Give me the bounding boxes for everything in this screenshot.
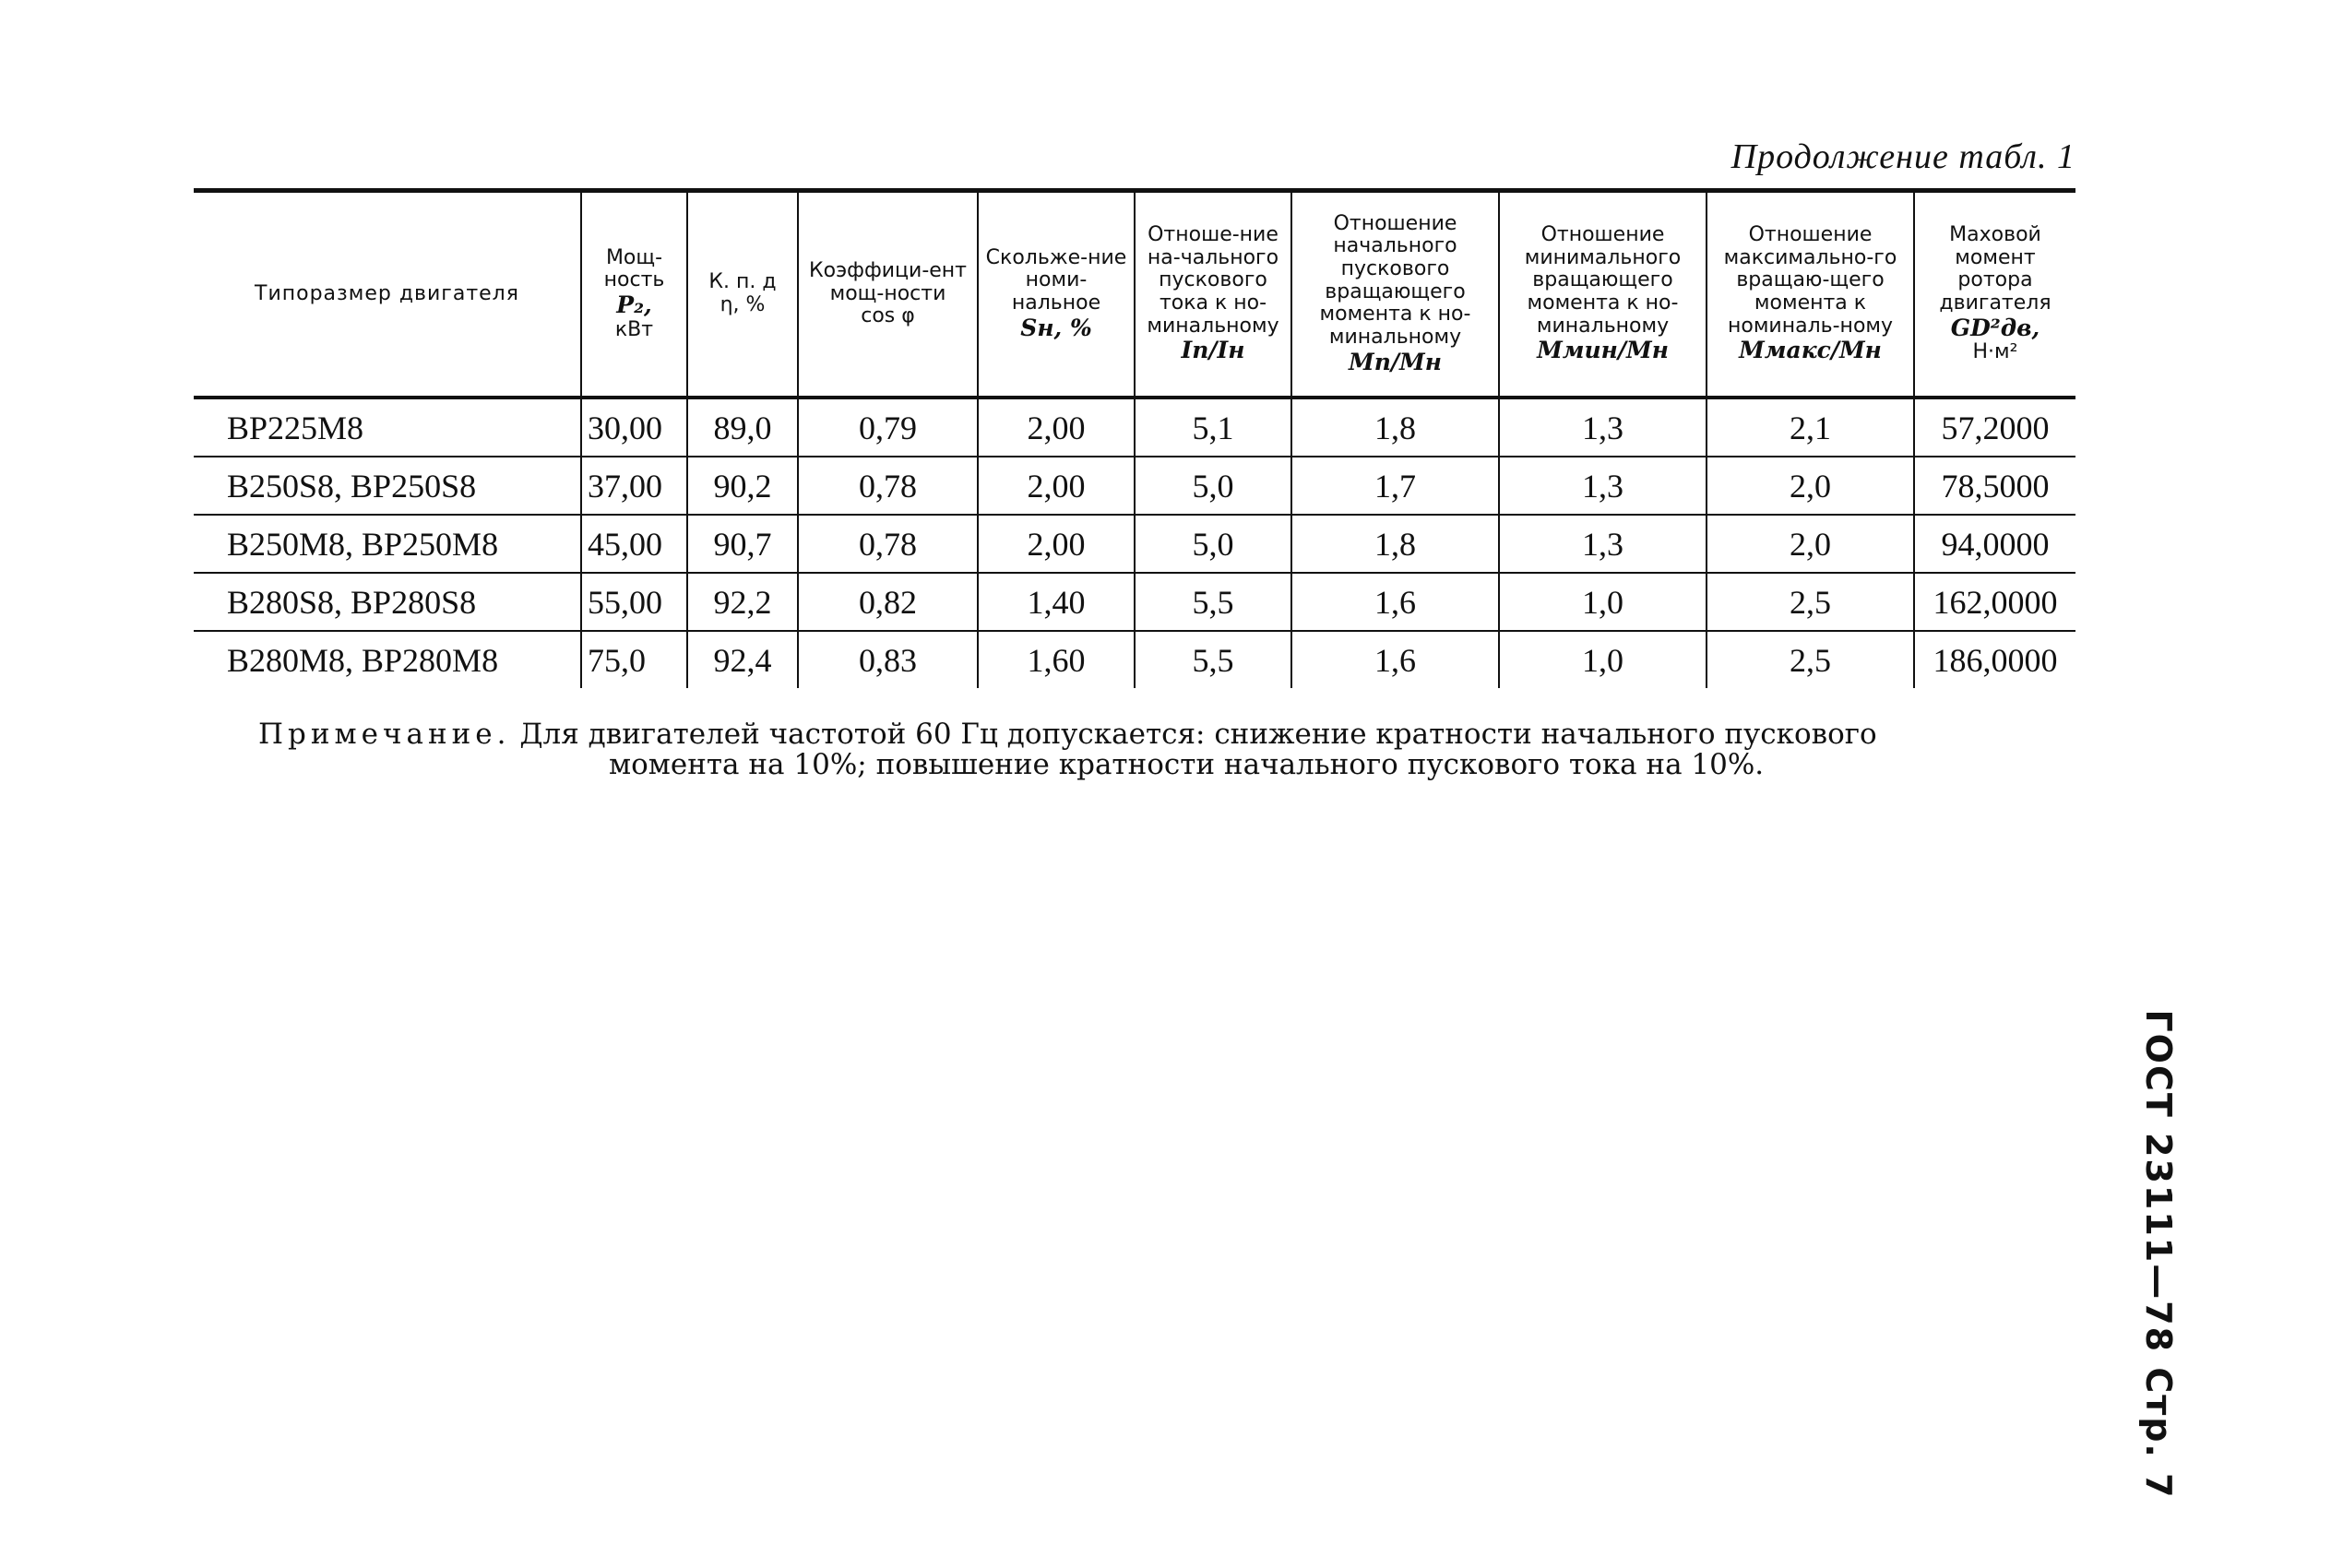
cell-slip: 2,00 [978,515,1135,573]
standard-page-marker [2103,1009,2214,1500]
cell-minimum-torque-ratio: 1,0 [1499,573,1707,631]
table-row [194,457,2075,515]
cell-slip: 2,00 [978,457,1135,515]
cell-starting-torque-ratio: 1,8 [1291,515,1499,573]
table-note [258,719,2039,781]
cell-power: 30,00 [581,398,687,457]
header-motor-size: Типоразмер двигателя [255,281,519,305]
cell-maximum-torque-ratio: 2,1 [1707,398,1914,457]
cell-slip: 1,40 [978,573,1135,631]
cell-power: 55,00 [581,573,687,631]
cell-starting-current-ratio: 5,5 [1135,631,1291,688]
cell-power-factor: 0,78 [798,515,978,573]
cell-starting-torque-ratio: 1,6 [1291,573,1499,631]
note-line-1: Для двигателей частотой 60 Гц допускается: снижение кратности начального пускового [519,718,1877,751]
cell-motor-size: B280S8, BP280S8 [194,573,581,631]
cell-power-factor: 0,82 [798,573,978,631]
cell-minimum-torque-ratio: 1,3 [1499,515,1707,573]
table-row [194,515,2075,573]
cell-motor-size: BP225M8 [194,398,581,457]
cell-power-factor: 0,79 [798,398,978,457]
cell-flywheel-moment: 162,0000 [1914,573,2075,631]
header-minimum-torque-ratio: Отношение минимального вращающего момента к но-минальному Mмин/Mн [1499,191,1707,398]
cell-minimum-torque-ratio: 1,0 [1499,631,1707,688]
cell-flywheel-moment: 94,0000 [1914,515,2075,573]
motor-spec-table [194,188,2075,688]
cell-motor-size: B250S8, BP250S8 [194,457,581,515]
cell-starting-current-ratio: 5,1 [1135,398,1291,457]
header-maximum-torque-ratio: Отношение максимально-го вращаю-щего момента к номиналь-ному Mмакс/Mн [1707,191,1914,398]
header-starting-torque-ratio: Отношение начального пускового вращающего момента к но-минальному Mп/Mн [1291,191,1499,398]
cell-power-factor: 0,78 [798,457,978,515]
table-header [194,191,2075,398]
cell-slip: 2,00 [978,398,1135,457]
cell-starting-torque-ratio: 1,6 [1291,631,1499,688]
cell-starting-torque-ratio: 1,8 [1291,398,1499,457]
cell-motor-size: B250M8, BP250M8 [194,515,581,573]
header-starting-current-ratio: Отноше-ние на-чального пускового тока к но-минальному Iп/Iн [1135,191,1291,398]
cell-efficiency: 92,2 [687,573,798,631]
cell-minimum-torque-ratio: 1,3 [1499,398,1707,457]
note-label: Примечание. [258,718,511,751]
cell-efficiency: 92,4 [687,631,798,688]
header-flywheel-moment: Маховой момент ротора двигателя GD²дв, Н·м² [1914,191,2075,398]
cell-motor-size: B280M8, BP280M8 [227,641,499,679]
header-power: Мощ-ность P₂, кВт [581,191,687,398]
cell-efficiency: 90,2 [687,457,798,515]
cell-starting-torque-ratio: 1,7 [1291,457,1499,515]
cell-starting-current-ratio: 5,0 [1135,457,1291,515]
cell-efficiency: 90,7 [687,515,798,573]
cell-efficiency: 89,0 [687,398,798,457]
cell-starting-current-ratio: 5,0 [1135,515,1291,573]
cell-flywheel-moment: 57,2000 [1914,398,2075,457]
cell-flywheel-moment: 186,0000 [1914,631,2075,688]
header-efficiency: К. п. д η, % [687,191,798,398]
header-slip: Скольже-ние номи-нальное Sн, % [978,191,1135,398]
cell-maximum-torque-ratio: 2,5 [1707,573,1914,631]
cell-slip: 1,60 [978,631,1135,688]
cell-maximum-torque-ratio: 2,0 [1707,515,1914,573]
note-line-2: момента на 10%; повышение кратности начального пускового тока на 10%. [609,748,1765,782]
table-row [194,631,2075,688]
cell-minimum-torque-ratio: 1,3 [1499,457,1707,515]
cell-power: 37,00 [581,457,687,515]
cell-power: 45,00 [581,515,687,573]
standard-page-label: ГОСТ 23111—78 Стр. 7 [2138,1009,2179,1500]
cell-maximum-torque-ratio: 2,0 [1707,457,1914,515]
table-row [194,573,2075,631]
table-continuation-caption: Продолжение табл. 1 [1730,137,2075,176]
cell-starting-current-ratio: 5,5 [1135,573,1291,631]
cell-flywheel-moment: 78,5000 [1914,457,2075,515]
cell-power: 75,0 [581,631,687,688]
header-power-factor: Коэффици-ент мощ-ности cos φ [798,191,978,398]
cell-maximum-torque-ratio: 2,5 [1707,631,1914,688]
cell-power-factor: 0,83 [798,631,978,688]
table-row [194,398,2075,457]
